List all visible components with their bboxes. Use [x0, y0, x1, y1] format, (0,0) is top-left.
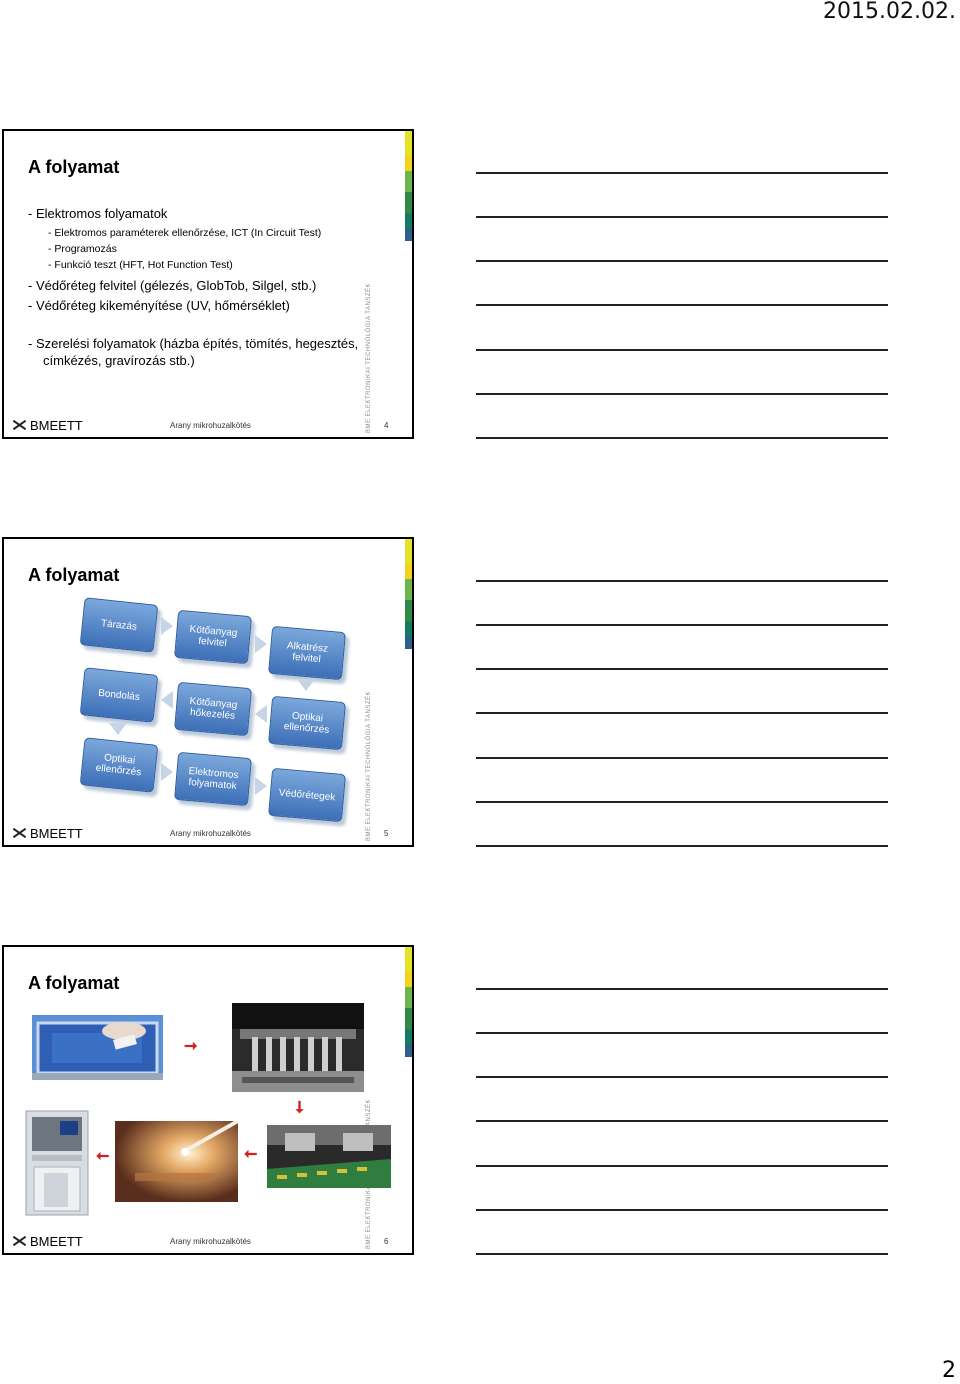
sub-bullet-item: - Programozás [48, 243, 117, 255]
flow-step: Tárazás [80, 597, 159, 652]
slide-number: 4 [384, 421, 389, 430]
pick-and-place-photo [232, 1003, 364, 1092]
side-vertical-text: BME ELEKTRONIKAI TECHNOLÓGIA TANSZÉK [366, 690, 372, 841]
logo-text: BMEETT [30, 825, 83, 841]
note-line [476, 624, 888, 626]
bullet-item: - Szerelési folyamatok (házba építés, tömítés, hegesztés, címkézés, gravírozás stb.) [28, 336, 359, 368]
flow-step: Kötőanyag felvitel [174, 610, 252, 664]
note-line [476, 437, 888, 439]
flow-step: Elektromos folyamatok [174, 752, 252, 806]
pcb-assembly-photo [267, 1125, 391, 1188]
sub-bullet-item: - Elektromos paraméterek ellenőrzése, ICT (In Circuit Test) [48, 227, 322, 239]
bmeett-logo [12, 1233, 83, 1249]
note-line [476, 1253, 888, 1255]
note-line [476, 757, 888, 759]
bullet-item: - Elektromos folyamatok [28, 206, 168, 221]
slide-title: A folyamat [28, 973, 120, 993]
flow-step: Optikai ellenőrzés [80, 737, 159, 792]
side-color-strip [405, 947, 412, 1253]
note-line [476, 393, 888, 395]
arrow-left-icon [161, 691, 173, 709]
screen-printing-photo [32, 1015, 163, 1080]
bullet-item: - Védőréteg kikeményítése (UV, hőmérséklet) [28, 298, 290, 313]
logo-icon [12, 827, 27, 839]
page-number: 2 [942, 1358, 956, 1383]
slide-number: 6 [384, 1237, 389, 1246]
footer-text: Arany mikrohuzalkötés [170, 829, 251, 838]
footer-text: Arany mikrohuzalkötés [170, 421, 251, 430]
note-line [476, 668, 888, 670]
flow-step: Bondolás [80, 667, 159, 722]
bmeett-logo [12, 825, 83, 841]
inspection-machine-photo [22, 1107, 92, 1219]
side-vertical-text: BME ELEKTRONIKAI TECHNOLÓGIA TANSZÉK [366, 282, 372, 433]
note-line [476, 304, 888, 306]
footer-text: Arany mikrohuzalkötés [170, 1237, 251, 1246]
page-date: 2015.02.02. [823, 0, 956, 24]
slide-4 [2, 129, 414, 439]
slide-5 [2, 537, 414, 847]
note-line [476, 1165, 888, 1167]
arrow-down-icon [297, 679, 315, 691]
arrow-left-icon: ➞ [244, 1146, 258, 1163]
flow-step: Védőrétegek [268, 768, 346, 822]
bullet-item: - Védőréteg felvitel (gélezés, GlobTob, Silgel, stb.) [28, 278, 317, 293]
side-color-strip [405, 131, 412, 437]
arrow-down-icon: ➞ [290, 1100, 308, 1114]
note-line [476, 580, 888, 582]
logo-text: BMEETT [30, 1233, 83, 1249]
slide-title: A folyamat [28, 157, 120, 177]
bullet-list [28, 205, 368, 372]
note-line [476, 216, 888, 218]
note-line [476, 172, 888, 174]
arrow-right-icon [161, 763, 173, 781]
flow-step: Optikai ellenőrzés [268, 696, 346, 750]
flow-step: Alkatrész felvitel [268, 626, 346, 680]
arrow-right-icon [161, 617, 173, 635]
slide-title: A folyamat [28, 565, 120, 585]
bonding-process-photo [115, 1121, 238, 1202]
flow-step: Kötőanyag hőkezelés [174, 682, 252, 736]
note-line [476, 1209, 888, 1211]
note-line [476, 349, 888, 351]
note-line [476, 988, 888, 990]
arrow-left-icon [255, 705, 267, 723]
logo-text: BMEETT [30, 417, 83, 433]
note-line [476, 712, 888, 714]
slide-6 [2, 945, 414, 1255]
sub-bullet-item: - Funkció teszt (HFT, Hot Function Test) [48, 259, 233, 271]
slide-number: 5 [384, 829, 389, 838]
logo-icon [12, 1235, 27, 1247]
logo-icon [12, 419, 27, 431]
arrow-right-icon [255, 635, 267, 653]
arrow-right-icon: ➞ [184, 1038, 198, 1055]
arrow-left-icon: ➞ [96, 1148, 110, 1165]
note-line [476, 1120, 888, 1122]
arrow-right-icon [255, 777, 267, 795]
note-line [476, 801, 888, 803]
note-line [476, 260, 888, 262]
arrow-down-icon [109, 723, 127, 735]
note-line [476, 845, 888, 847]
bmeett-logo [12, 417, 83, 433]
note-line [476, 1076, 888, 1078]
note-line [476, 1032, 888, 1034]
side-color-strip [405, 539, 412, 845]
